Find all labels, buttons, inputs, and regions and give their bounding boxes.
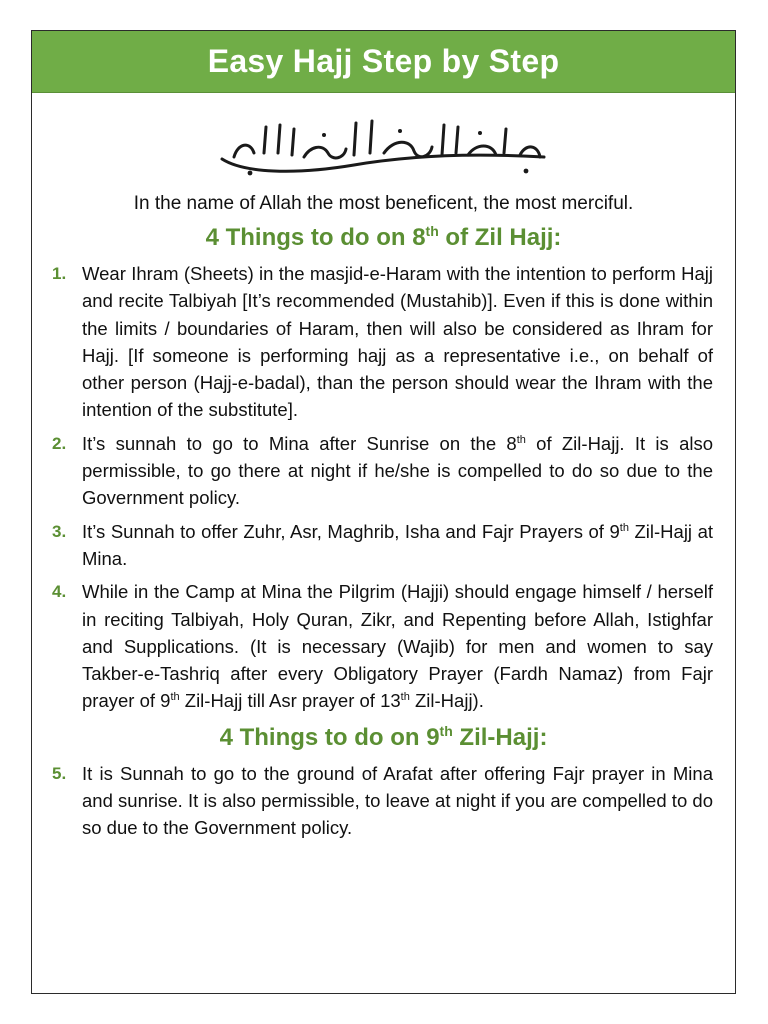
step-number: 1. [52,264,67,283]
title-banner [32,31,735,93]
page-frame [31,30,736,994]
step-text: Wear Ihram (Sheets) in the masjid-e-Haram with the intention to perform Hajj and recite Talbiyah [It’s recommended (Mustahib)]. Even if this is done within the limits / boundaries of Haram, then will also be considered as Ihram for Hajj. [If someone is performing hajj as a representative i.e., on behalf of other person (Hajj-e-badal), than the person should wear the Ihram with the intention of the substitute]. [82,263,713,421]
bismillah-translation: In the name of Allah the most beneficent, the most merciful. [133,193,634,214]
section-heading-8th: 4 Things to do on 8th of Zil Hajj: [205,223,562,251]
steps-list-8th [32,260,735,715]
steps-list-9th [32,760,735,842]
step-item [52,760,713,842]
step-item [52,260,713,424]
step-number: 4. [52,582,67,602]
page-title: Easy Hajj Step by Step [207,43,560,79]
step-text: It’s sunnah to go to Mina after Sunrise on the 8th of Zil-Hajj. It is also permissible, to go there at night if he/she is compelled to do so due to the Government policy. [82,432,714,509]
step-number: 2. [52,433,67,453]
step-number: 5. [52,763,67,783]
step-item [52,578,713,714]
step-text: While in the Camp at Mina the Pilgrim (Hajji) should engage himself / herself in reciting Talbiyah, Holy Quran, Zikr, and Repenting before Allah, Istighfar and Supplications. (It is necessary (Wajib) for men and women to say Takber-e-Tashriq after every Obligatory Prayer (Fardh Namaz) from Fajr prayer of 9th Zil-Hajj till Asr prayer of 13th Zil-Hajj). [82,581,713,712]
step-text: It’s Sunnah to offer Zuhr, Asr, Maghrib, Isha and Fajr Prayers of 9th Zil-Hajj at Mina. [82,520,714,569]
section-heading-9th: 4 Things to do on 9th Zil-Hajj: [219,722,548,751]
bismillah-calligraphy [204,113,564,185]
step-number: 3. [52,521,67,541]
step-item [52,518,713,573]
step-item [52,430,713,512]
step-text: It is Sunnah to go to the ground of Arafat after offering Fajr prayer in Mina and sunrise. It is also permissible, to leave at night if you are compelled to do so due to the Government policy. [82,762,713,839]
